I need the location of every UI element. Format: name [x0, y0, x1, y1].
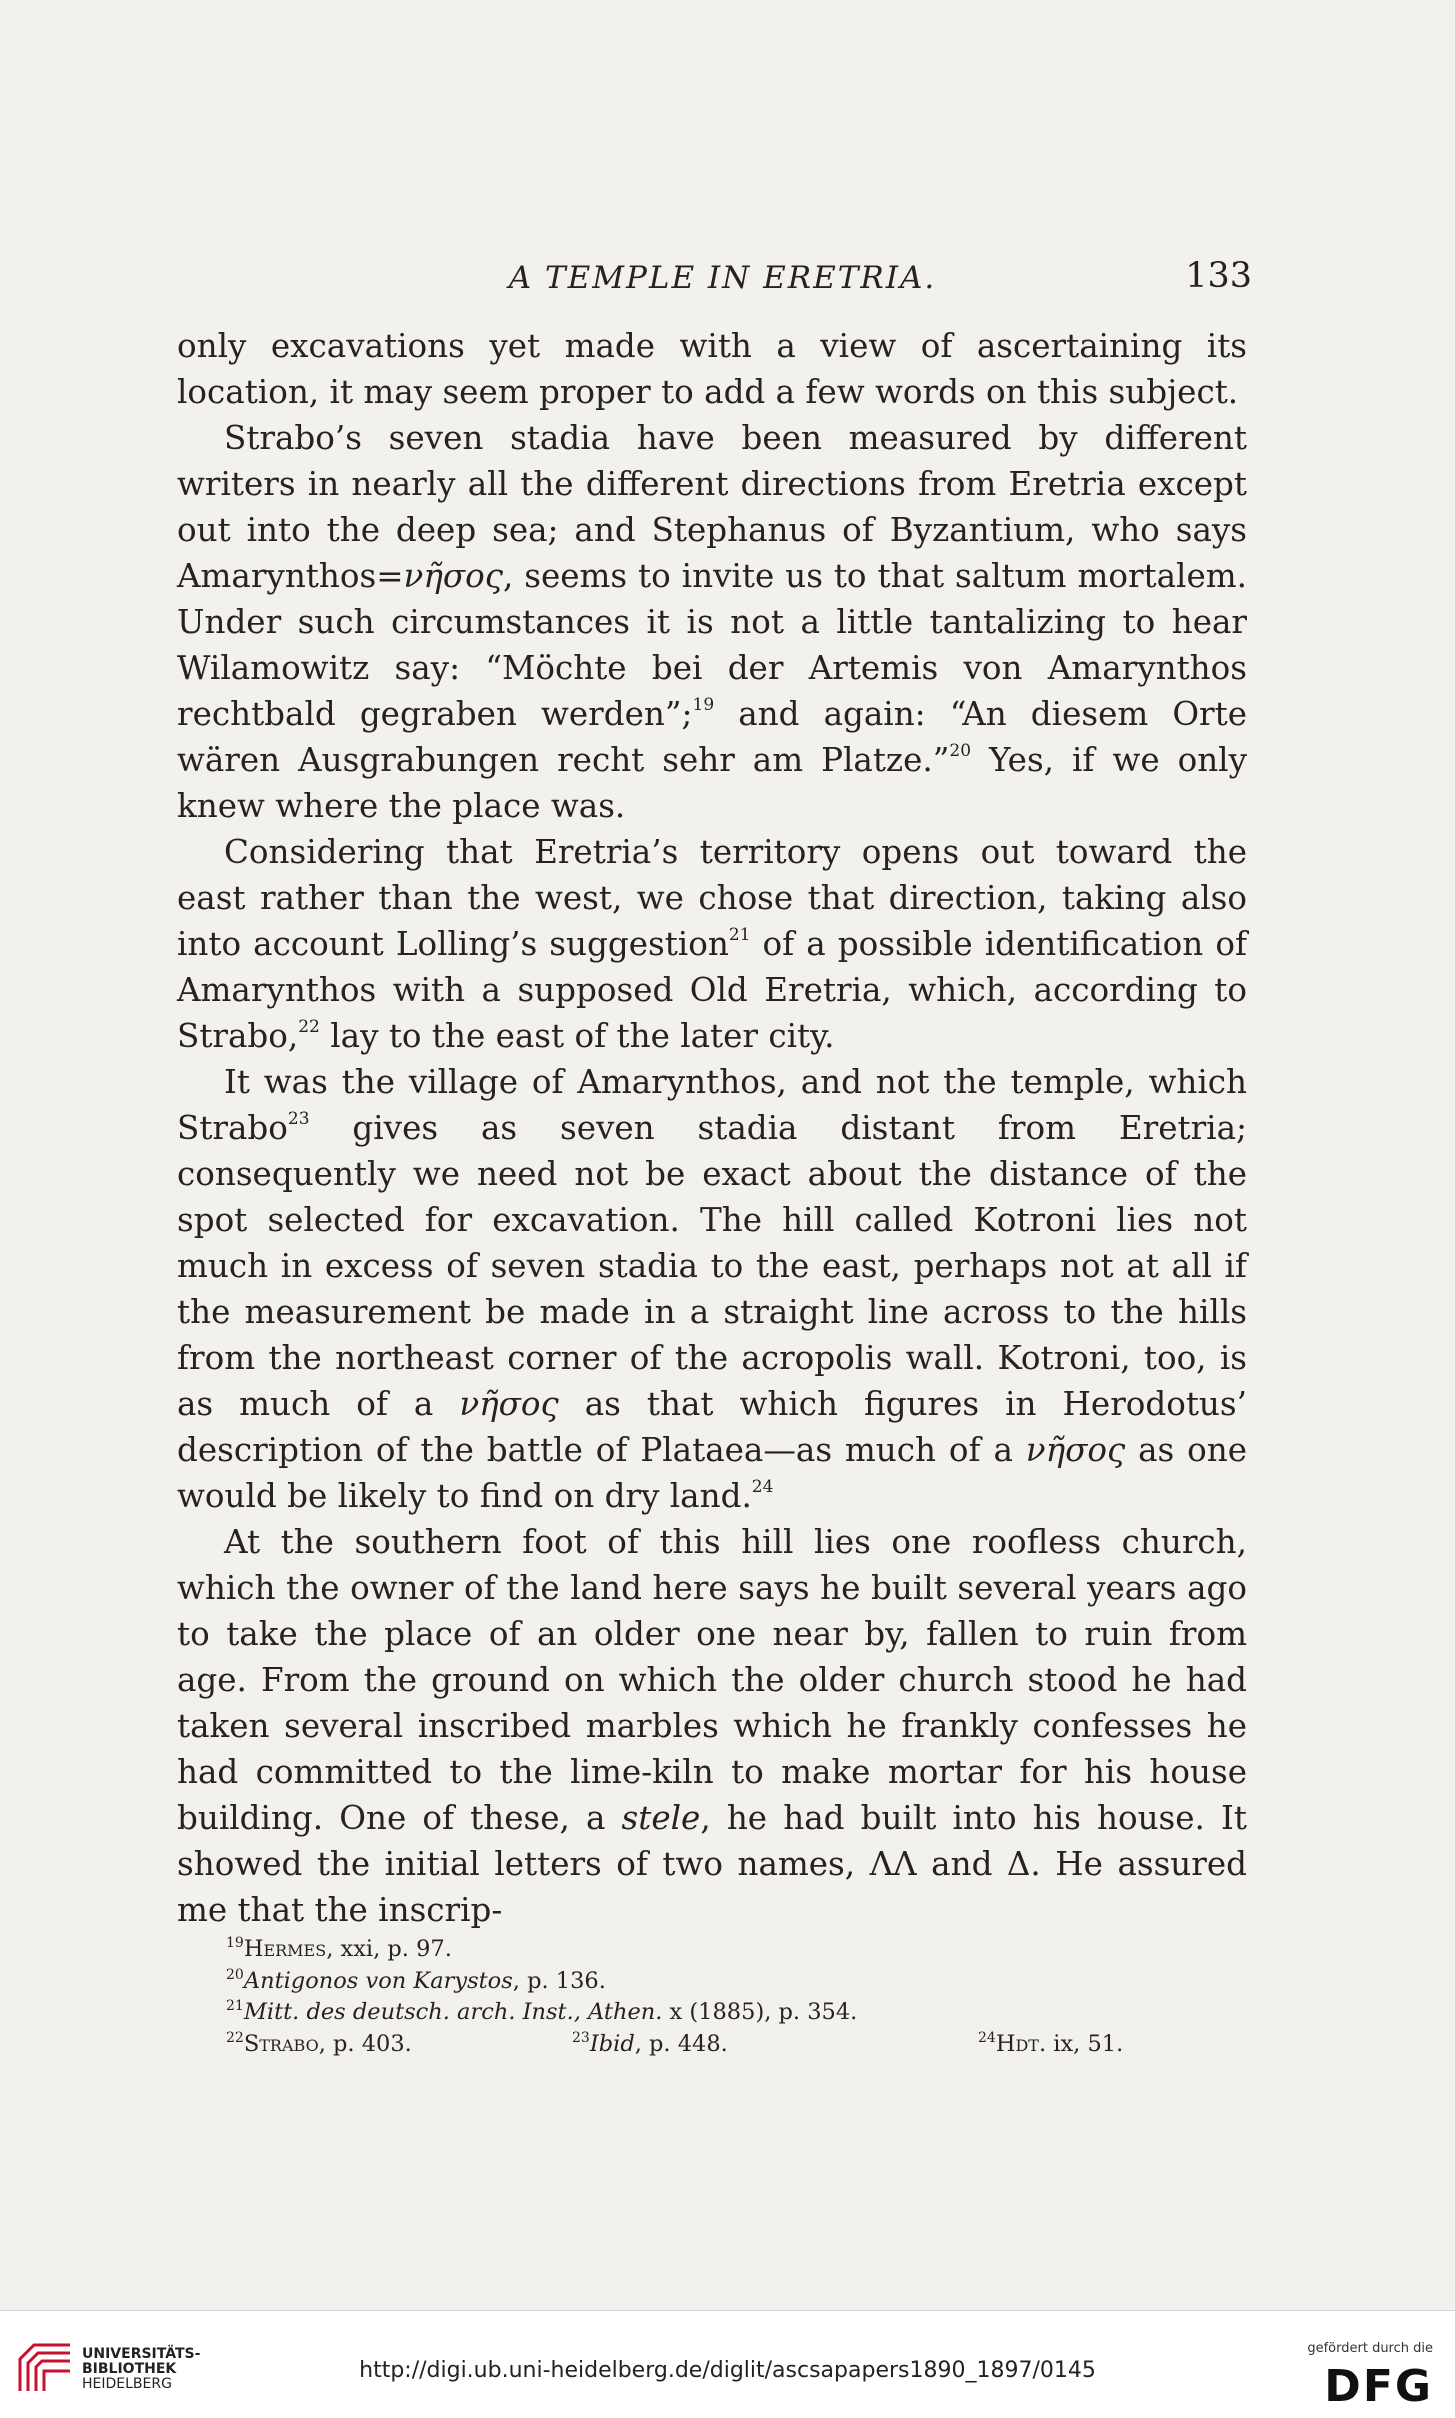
footnote-21: $^{21}$Mitt. des deutsch. arch. Inst., Athen. x (1885), p. 354.	[226, 1998, 858, 2026]
footnote-19: $^{19}$Hermes, xxi, p. 97.	[226, 1935, 452, 1962]
footnote-ref[interactable]: 20	[949, 741, 972, 761]
footnote-ref[interactable]: 24	[751, 1477, 774, 1497]
paragraph-4: It was the village of Amarynthos, and not the temple, which Strabo$^{23}$ gives as seven stadia distant from Eretria; consequently we need not be exact about the distance of the spot selected for excavation. The hill called Kotroni lies not much in excess of seven stadia to the east, perhaps not at all if the measurement be made in a straight line across to the hills from the northeast corner of the acropolis wall. Kotroni, too, is as much of a νῆσος as that which figures in Herodotus’ description of the battle of Plataea—as much of a νῆσος as one would be likely to find on dry land.$^{24}$	[177, 1063, 1247, 1515]
page-number: 133	[1185, 256, 1252, 296]
paragraph-1: only excavations yet made with a view of ascertaining its location, it may seem proper to add a few words on this subject.	[177, 327, 1247, 411]
italic-word: stele	[621, 1799, 701, 1837]
paragraph-2: Strabo’s seven stadia have been measured by different writers in nearly all the different directions from Eretria except out into the deep sea; and Stephanus of Byzantium, who says Amarynthos=νῆσος, seems to invite us to that saltum mortalem. Under such circumstances it is not a little tantalizing to hear Wilamowitz say: “Möchte bei der Artemis von Amarynthos rechtbald gegraben werden”;$^{19}$ and again: “An diesem Orte wären Ausgrabungen recht sehr am Platze.”$^{20}$ Yes, if we only knew where the place was.	[177, 419, 1248, 825]
paragraph-5: At the southern foot of this hill lies one roofless church, which the owner of the land here says he built several years ago to take the place of an older one near by, fallen to ruin from age. From the ground on which the older church stood he had taken several inscribed marbles which he frankly confesses he had committed to the lime-kiln to make mortar for his house building. One of these, a stele, he had built into his house. It showed the initial letters of two names, ΛΛ and Δ. He assured me that the inscrip-	[177, 1523, 1247, 1929]
greek-word: νῆσος	[459, 1385, 559, 1423]
paragraph-3: Considering that Eretria’s territory opens out toward the east rather than the west, we chose that direction, taking also into account Lolling’s suggestion$^{21}$ of a possible identification of Amarynthos with a supposed Old Eretria, which, according to Strabo,$^{22}$ lay to the east of the later city.	[177, 833, 1247, 1055]
footnote-20: $^{20}$Antigonos von Karystos, p. 136.	[226, 1966, 606, 1994]
footnote-ref[interactable]: 21	[728, 925, 751, 945]
permalink-url[interactable]: http://digi.ub.uni-heidelberg.de/diglit/ascsapapers1890_1897/0145	[359, 2358, 1096, 2383]
footnotes	[226, 1934, 1266, 2061]
greek-word: νῆσος	[403, 557, 503, 595]
dfg-logo: DFG	[1324, 2361, 1433, 2412]
main-text	[177, 323, 1247, 1933]
footnote-ref[interactable]: 23	[287, 1109, 310, 1129]
viewer-footer	[0, 2310, 1455, 2418]
library-name: UNIVERSITÄTS- BIBLIOTHEK HEIDELBERG	[82, 2346, 201, 2392]
running-title: A TEMPLE IN ERETRIA.	[508, 260, 937, 296]
footnote-24: $^{24}$Hdt. ix, 51.	[978, 2029, 1124, 2057]
footnote-ref[interactable]: 22	[298, 1017, 320, 1037]
greek-word: νῆσος	[1025, 1431, 1126, 1469]
funder-note: gefördert durch die	[1307, 2341, 1433, 2356]
footnote-ref[interactable]: 19	[692, 695, 715, 715]
running-head	[175, 256, 1270, 306]
footnote-23: $^{23}$Ibid, p. 448.	[572, 2029, 728, 2057]
footnote-22: $^{22}$Strabo, p. 403.	[226, 2029, 412, 2057]
footnote-row	[226, 2029, 1266, 2061]
